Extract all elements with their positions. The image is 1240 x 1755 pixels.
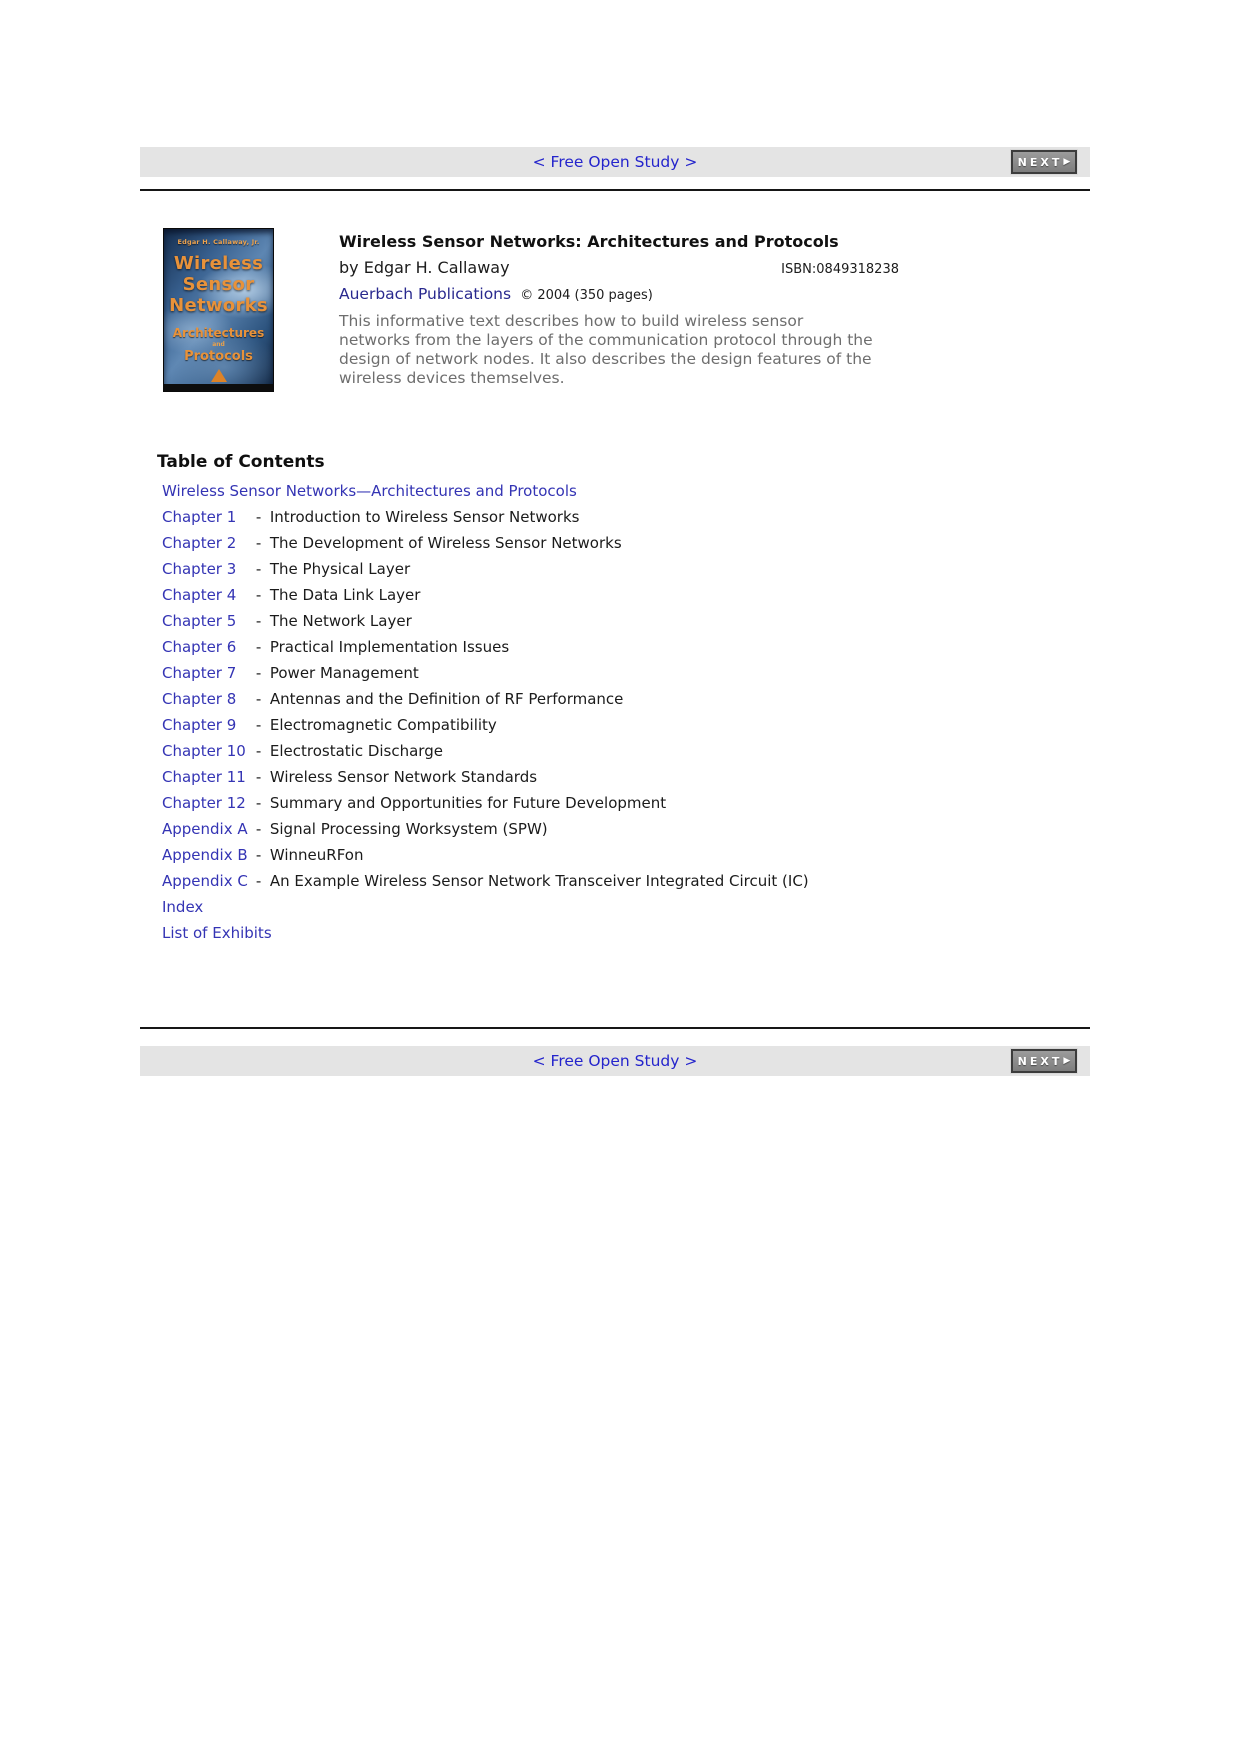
toc-row — [162, 530, 809, 556]
publisher-link[interactable]: Auerbach Publications — [339, 285, 512, 303]
toc-row-exhibits — [162, 920, 809, 946]
cover-title-text — [164, 253, 273, 316]
bottom-nav-bar — [140, 1046, 1090, 1076]
toc-chapter-link[interactable]: Chapter 7 — [162, 664, 237, 682]
cover-title-line: Networks — [169, 295, 268, 316]
toc-chapter-title: The Physical Layer — [269, 560, 411, 578]
toc-chapter-title: Wireless Sensor Network Standards — [269, 768, 538, 786]
toc-row — [162, 504, 809, 530]
toc-chapter-title: Electromagnetic Compatibility — [269, 716, 497, 734]
next-button[interactable] — [1011, 1049, 1077, 1073]
toc-row-book-link — [162, 478, 809, 504]
toc-chapter-link[interactable]: Chapter 6 — [162, 638, 237, 656]
toc-row — [162, 686, 809, 712]
toc-dash: - — [255, 534, 262, 552]
toc-dash: - — [255, 586, 262, 604]
toc-appendix-link[interactable]: Appendix B — [162, 846, 248, 864]
toc-row — [162, 634, 809, 660]
book-author: by Edgar H. Callaway — [339, 258, 510, 277]
book-cover-thumbnail[interactable] — [163, 228, 274, 392]
cover-subtitle-text: Architectures — [172, 326, 265, 340]
cover-author-text: Edgar H. Callaway, Jr. — [177, 238, 260, 246]
toc-dash: - — [255, 846, 262, 864]
toc-chapter-title: The Network Layer — [269, 612, 412, 630]
toc-dash: - — [255, 508, 262, 526]
toc-dash: - — [255, 664, 262, 682]
toc-chapter-link[interactable]: Chapter 12 — [162, 794, 246, 812]
toc-dash: - — [255, 768, 262, 786]
toc-list-of-exhibits-link[interactable]: List of Exhibits — [162, 924, 272, 942]
cover-subtitle-and: and — [212, 341, 225, 348]
toc-row — [162, 842, 809, 868]
publication-info: © 2004 (350 pages) — [520, 288, 653, 303]
toc-chapter-link[interactable]: Chapter 5 — [162, 612, 237, 630]
toc-dash: - — [255, 820, 262, 838]
book-title: Wireless Sensor Networks: Architectures and Protocols — [339, 232, 839, 251]
next-arrow-icon: ▶ — [1063, 1056, 1071, 1066]
toc-dash: - — [255, 794, 262, 812]
free-open-study-link[interactable]: < Free Open Study > — [532, 1052, 698, 1070]
cover-title-line: Sensor — [182, 274, 255, 295]
next-button-label: NEXT — [1017, 155, 1063, 169]
book-info-section — [163, 228, 899, 392]
free-open-study-link[interactable]: < Free Open Study > — [532, 153, 698, 171]
toc-appendix-title: Signal Processing Worksystem (SPW) — [269, 820, 548, 838]
toc-chapter-title: The Development of Wireless Sensor Networks — [269, 534, 622, 552]
book-meta — [339, 228, 899, 392]
toc-chapter-title: Power Management — [269, 664, 419, 682]
toc-table — [162, 478, 809, 946]
toc-row — [162, 764, 809, 790]
book-isbn: ISBN:0849318238 — [781, 262, 899, 277]
toc-dash: - — [255, 612, 262, 630]
toc-chapter-link[interactable]: Chapter 10 — [162, 742, 246, 760]
toc-dash: - — [255, 560, 262, 578]
next-button[interactable] — [1011, 150, 1077, 174]
book-description: This informative text describes how to build wireless sensor networks from the layers of the communication protocol through the design of network nodes. It also describes the design features of the wireless devices themselves. — [339, 312, 873, 387]
toc-chapter-title: Antennas and the Definition of RF Performance — [269, 690, 624, 708]
toc-row — [162, 868, 809, 894]
toc-book-link[interactable]: Wireless Sensor Networks—Architectures and Protocols — [162, 482, 577, 500]
toc-chapter-link[interactable]: Chapter 4 — [162, 586, 237, 604]
toc-row — [162, 816, 809, 842]
toc-chapter-title: Summary and Opportunities for Future Development — [269, 794, 667, 812]
toc-chapter-link[interactable]: Chapter 11 — [162, 768, 246, 786]
toc-dash: - — [255, 638, 262, 656]
toc-row — [162, 556, 809, 582]
byline-row — [339, 258, 899, 277]
toc-chapter-link[interactable]: Chapter 9 — [162, 716, 237, 734]
toc-appendix-title: WinneuRFon — [269, 846, 364, 864]
toc-dash: - — [255, 742, 262, 760]
toc-dash: - — [255, 690, 262, 708]
toc-row — [162, 582, 809, 608]
next-button-label: NEXT — [1017, 1054, 1063, 1068]
toc-index-link[interactable]: Index — [162, 898, 204, 916]
cover-title-line: Wireless — [173, 253, 264, 274]
bottom-divider — [140, 1027, 1090, 1029]
toc-row — [162, 712, 809, 738]
toc-chapter-link[interactable]: Chapter 8 — [162, 690, 237, 708]
next-arrow-icon: ▶ — [1063, 157, 1071, 167]
top-divider — [140, 189, 1090, 191]
toc-row — [162, 608, 809, 634]
cover-subtitle-text: Protocols — [184, 349, 253, 364]
publisher-row — [339, 284, 899, 303]
toc-row — [162, 660, 809, 686]
toc-dash: - — [255, 872, 262, 890]
toc-heading: Table of Contents — [157, 452, 325, 472]
toc-row-index — [162, 894, 809, 920]
toc-appendix-title: An Example Wireless Sensor Network Transceiver Integrated Circuit (IC) — [269, 872, 809, 890]
toc-chapter-link[interactable]: Chapter 1 — [162, 508, 237, 526]
toc-chapter-title: Practical Implementation Issues — [269, 638, 510, 656]
toc-appendix-link[interactable]: Appendix C — [162, 872, 248, 890]
toc-appendix-link[interactable]: Appendix A — [162, 820, 248, 838]
top-nav-bar — [140, 147, 1090, 177]
toc-chapter-title: The Data Link Layer — [269, 586, 421, 604]
toc-row — [162, 738, 809, 764]
publisher-logo-icon — [211, 369, 227, 382]
toc-row — [162, 790, 809, 816]
page-content — [140, 0, 1090, 1755]
toc-chapter-link[interactable]: Chapter 2 — [162, 534, 237, 552]
toc-dash: - — [255, 716, 262, 734]
toc-chapter-link[interactable]: Chapter 3 — [162, 560, 237, 578]
toc-chapter-title: Electrostatic Discharge — [269, 742, 443, 760]
toc-chapter-title: Introduction to Wireless Sensor Networks — [269, 508, 580, 526]
